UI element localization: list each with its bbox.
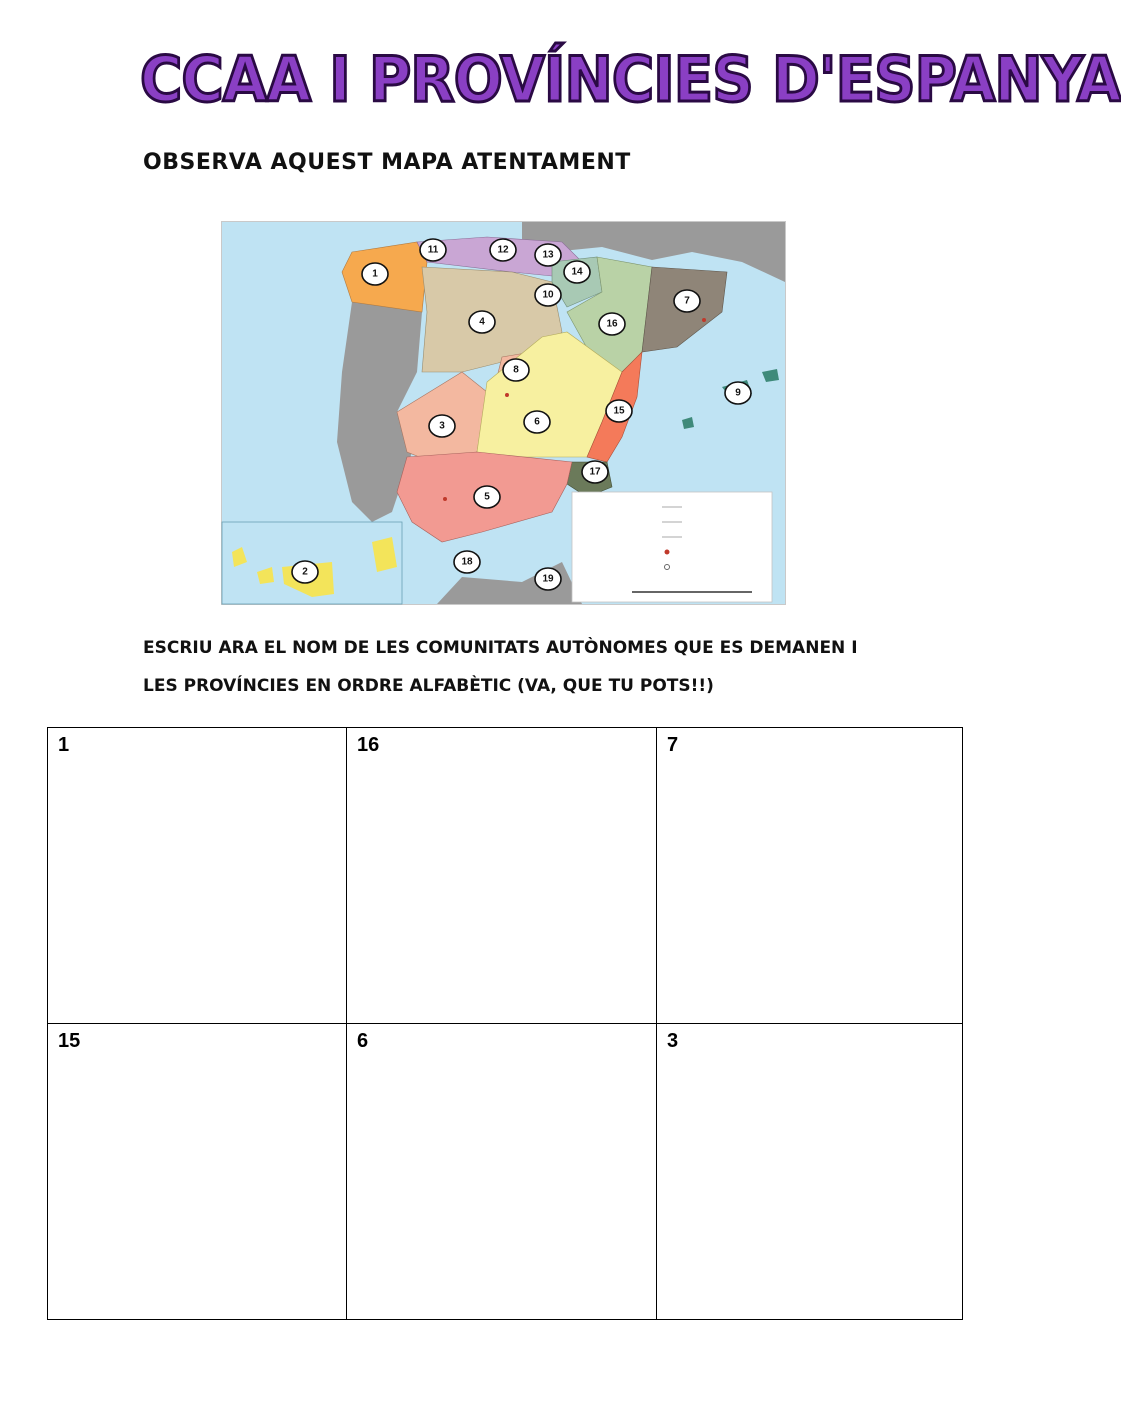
map-marker-5 — [474, 486, 500, 508]
map-marker-19 — [535, 568, 561, 590]
map-marker-18 — [454, 551, 480, 573]
map-legend-box — [572, 492, 772, 602]
map-marker-11 — [420, 239, 446, 261]
map-marker-12 — [490, 239, 516, 261]
map-marker-label: 19 — [542, 573, 554, 585]
map-capital-barcelona — [702, 318, 706, 322]
answer-cell[interactable]: 6 — [347, 1024, 657, 1320]
table-row — [48, 728, 963, 1024]
map-marker-label: 2 — [302, 566, 308, 578]
map-marker-6 — [524, 411, 550, 433]
map-marker-label: 14 — [571, 266, 583, 278]
map-marker-8 — [503, 359, 529, 381]
map-capital-madrid — [505, 393, 509, 397]
map-marker-label: 18 — [461, 556, 473, 568]
map-marker-label: 17 — [589, 466, 601, 478]
map-marker-14 — [564, 261, 590, 283]
answer-cell[interactable]: 7 — [657, 728, 963, 1024]
map-marker-label: 12 — [497, 244, 509, 256]
map-marker-label: 11 — [427, 244, 439, 256]
spain-map-graphic — [222, 222, 785, 604]
answer-cell[interactable]: 16 — [347, 728, 657, 1024]
map-marker-16 — [599, 313, 625, 335]
table-row — [48, 1024, 963, 1320]
worksheet-title: CCAA I PROVÍNCIES D'ESPANYA — [140, 43, 1121, 116]
worksheet-subtitle: OBSERVA AQUEST MAPA ATENTAMENT — [143, 150, 631, 175]
spain-map — [221, 221, 786, 605]
map-marker-label: 9 — [735, 387, 741, 399]
map-marker-label: 1 — [372, 268, 378, 280]
map-marker-label: 3 — [439, 420, 445, 432]
map-marker-label: 8 — [513, 364, 519, 376]
map-marker-3 — [429, 415, 455, 437]
map-marker-10 — [535, 284, 561, 306]
instruction-line-1: ESCRIU ARA EL NOM DE LES COMUNITATS AUTÒNOMES QUE ES DEMANEN I — [143, 638, 858, 658]
answer-cell[interactable]: 15 — [48, 1024, 347, 1320]
map-marker-7 — [674, 290, 700, 312]
map-marker-label: 7 — [684, 295, 690, 307]
answer-table — [47, 727, 963, 1320]
map-legend-capital-dot — [665, 550, 670, 555]
answer-cell[interactable]: 1 — [48, 728, 347, 1024]
answer-cell[interactable]: 3 — [657, 1024, 963, 1320]
map-marker-label: 5 — [484, 491, 490, 503]
map-marker-2 — [292, 561, 318, 583]
map-marker-label: 6 — [534, 416, 540, 428]
map-marker-17 — [582, 461, 608, 483]
map-marker-13 — [535, 244, 561, 266]
map-capital-sevilla — [443, 497, 447, 501]
map-marker-label: 15 — [613, 405, 625, 417]
map-marker-9 — [725, 382, 751, 404]
map-marker-label: 4 — [479, 316, 485, 328]
map-marker-label: 10 — [542, 289, 554, 301]
map-marker-4 — [469, 311, 495, 333]
map-marker-1 — [362, 263, 388, 285]
map-marker-label: 16 — [606, 318, 618, 330]
map-marker-label: 13 — [542, 249, 554, 261]
map-marker-15 — [606, 400, 632, 422]
instruction-line-2: LES PROVÍNCIES EN ORDRE ALFABÈTIC (VA, QUE TU POTS!!) — [143, 676, 714, 696]
